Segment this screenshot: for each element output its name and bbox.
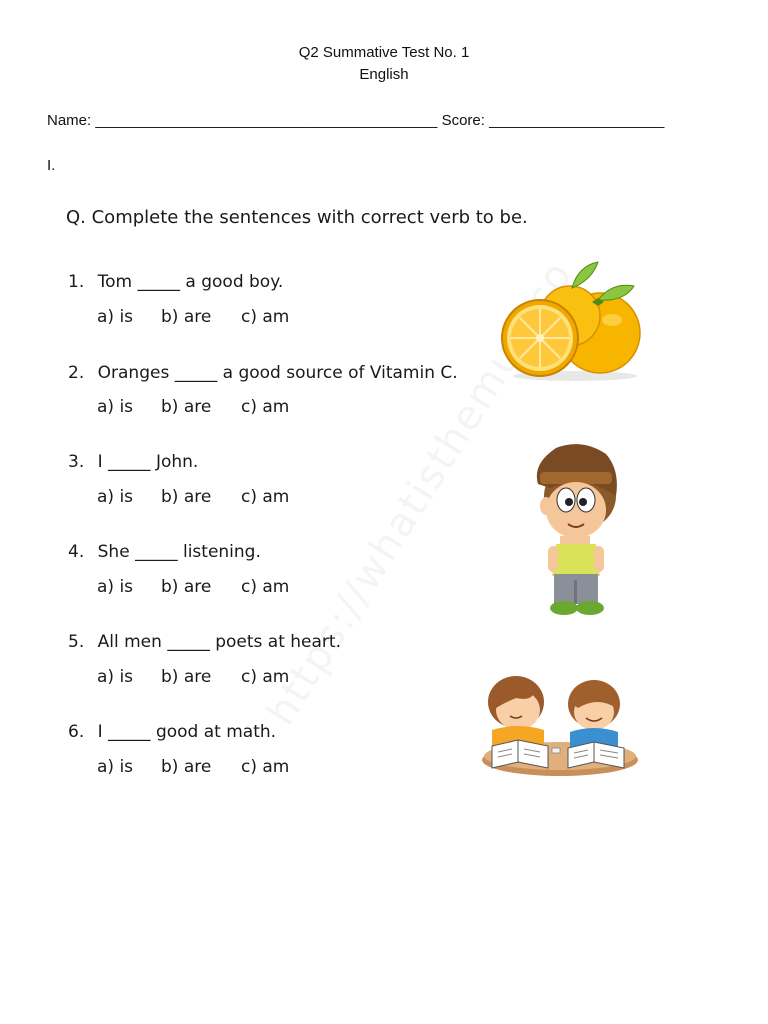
question-number: 3. [68, 452, 85, 472]
question-number: 4. [68, 542, 85, 562]
question-6 [68, 722, 276, 742]
option-c[interactable]: c) am [241, 757, 290, 777]
question-text: All men _____ poets at heart. [97, 632, 341, 652]
test-subject: English [359, 66, 409, 83]
question-number: 2. [68, 363, 85, 383]
question-text: I _____ John. [97, 452, 199, 472]
option-b[interactable]: b) are [161, 757, 212, 777]
options-5 [97, 667, 289, 687]
boy-illustration [520, 440, 625, 620]
question-4 [68, 542, 261, 562]
option-c[interactable]: c) am [241, 667, 290, 687]
name-label: Name: [47, 112, 92, 129]
test-title: Q2 Summative Test No. 1 [298, 44, 470, 61]
option-a[interactable]: a) is [97, 487, 134, 507]
children-reading-illustration [478, 668, 643, 780]
option-c[interactable]: c) am [241, 577, 290, 597]
name-blank: _________________________________________ [95, 112, 438, 129]
option-b[interactable]: b) are [161, 667, 212, 687]
question-number: 1. [68, 272, 85, 292]
options-2 [97, 397, 289, 417]
options-4 [97, 577, 289, 597]
name-field [47, 112, 664, 129]
option-b[interactable]: b) are [161, 397, 212, 417]
option-c[interactable]: c) am [241, 307, 290, 327]
options-1 [97, 307, 289, 327]
question-text: Tom _____ a good boy. [97, 272, 284, 292]
score-label: Score: [441, 112, 485, 129]
score-blank: _____________________ [489, 112, 665, 129]
option-a[interactable]: a) is [97, 397, 134, 417]
option-a[interactable]: a) is [97, 667, 134, 687]
question-text: Oranges _____ a good source of Vitamin C. [97, 363, 458, 383]
option-b[interactable]: b) are [161, 577, 212, 597]
question-number: 6. [68, 722, 85, 742]
section-number: I. [47, 157, 56, 174]
oranges-illustration [500, 258, 645, 383]
question-2 [68, 363, 458, 383]
option-c[interactable]: c) am [241, 397, 290, 417]
question-1 [68, 272, 283, 292]
option-a[interactable]: a) is [97, 757, 134, 777]
question-text: I _____ good at math. [97, 722, 277, 742]
question-number: 5. [68, 632, 85, 652]
instruction: Q. Complete the sentences with correct verb to be. [66, 207, 528, 228]
option-c[interactable]: c) am [241, 487, 290, 507]
option-b[interactable]: b) are [161, 307, 212, 327]
question-5 [68, 632, 341, 652]
option-a[interactable]: a) is [97, 577, 134, 597]
options-6 [97, 757, 289, 777]
option-a[interactable]: a) is [97, 307, 134, 327]
option-b[interactable]: b) are [161, 487, 212, 507]
question-text: She _____ listening. [97, 542, 261, 562]
options-3 [97, 487, 289, 507]
question-3 [68, 452, 198, 472]
